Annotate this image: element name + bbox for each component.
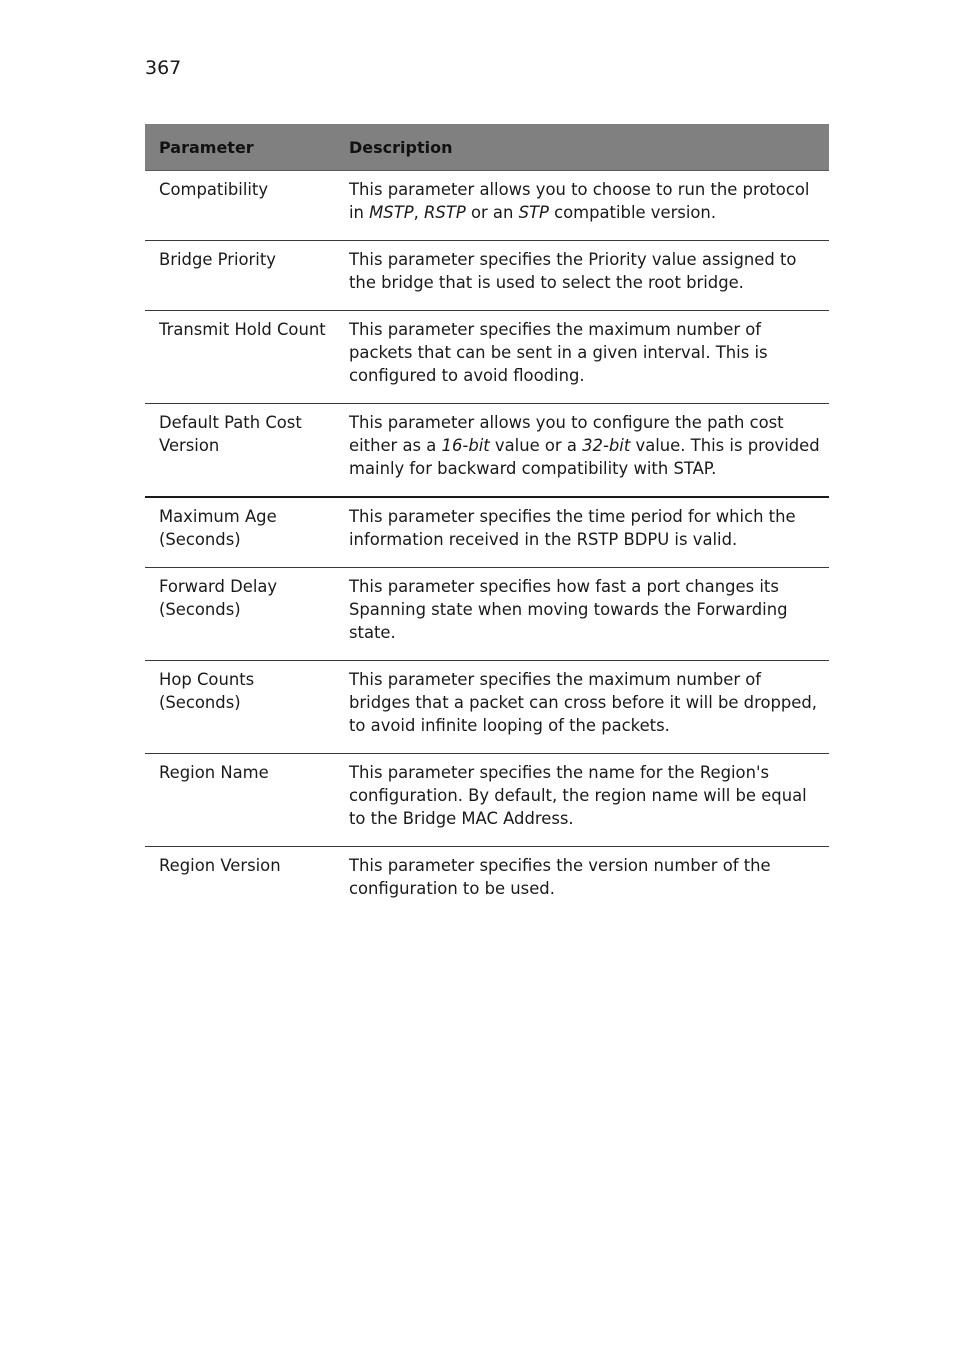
desc-italic: 16-bit bbox=[441, 436, 490, 455]
desc-text: value. This is provided mainly for backward compatibility with STAP. bbox=[349, 436, 820, 478]
table-row bbox=[145, 311, 829, 404]
table-row bbox=[145, 241, 829, 311]
param-description: This parameter specifies the Priority value assigned to the bridge that is used to select the root bridge. bbox=[335, 241, 829, 311]
param-description: This parameter specifies the version number of the configuration to be used. bbox=[349, 856, 771, 898]
param-description: This parameter specifies how fast a port changes its Spanning state when moving towards the Forwarding state. bbox=[335, 568, 829, 661]
table-row bbox=[145, 404, 829, 498]
desc-text: , bbox=[413, 203, 425, 222]
param-name: Bridge Priority bbox=[145, 241, 335, 311]
table-row bbox=[145, 847, 829, 917]
desc-italic: RSTP bbox=[424, 203, 466, 222]
param-name: Default Path Cost Version bbox=[145, 404, 335, 498]
desc-text: This parameter allows you to configure the path cost either as a bbox=[349, 413, 784, 455]
parameter-table bbox=[145, 124, 829, 916]
desc-italic: 32-bit bbox=[582, 436, 631, 455]
desc-italic: STP bbox=[518, 203, 549, 222]
table-row bbox=[145, 497, 829, 568]
desc-italic: MSTP bbox=[369, 203, 414, 222]
param-name: Region Version bbox=[159, 856, 281, 875]
param-description bbox=[335, 171, 829, 241]
param-name: Region Name bbox=[145, 754, 335, 847]
header-parameter: Parameter bbox=[145, 124, 335, 171]
table-row bbox=[145, 754, 829, 847]
param-description: This parameter specifies the time period for which the information received in the RSTP BDPU is valid. bbox=[335, 497, 829, 568]
desc-text: compatible version. bbox=[548, 203, 717, 222]
table-header-row bbox=[145, 124, 829, 171]
desc-text: This parameter allows you to choose to run the protocol in bbox=[349, 180, 810, 222]
param-name: Transmit Hold Count bbox=[145, 311, 335, 404]
param-description: This parameter specifies the maximum number of bridges that a packet can cross before it will be dropped, to avoid infinite looping of the packets. bbox=[335, 661, 829, 754]
param-name: Maximum Age (Seconds) bbox=[145, 497, 335, 568]
page-number: 367 bbox=[145, 57, 182, 79]
table-row bbox=[145, 171, 829, 241]
param-description: This parameter specifies the maximum number of packets that can be sent in a given interval. This is configured to avoid flooding. bbox=[335, 311, 829, 404]
header-description: Description bbox=[335, 124, 829, 171]
table-row bbox=[145, 568, 829, 661]
param-name: Forward Delay (Seconds) bbox=[145, 568, 335, 661]
desc-text: or an bbox=[465, 203, 519, 222]
param-description bbox=[335, 404, 829, 498]
desc-text: value or a bbox=[489, 436, 583, 455]
param-name: Compatibility bbox=[145, 171, 335, 241]
table-row bbox=[145, 661, 829, 754]
param-name: Hop Counts (Seconds) bbox=[145, 661, 335, 754]
param-description: This parameter specifies the name for the Region's configuration. By default, the region name will be equal to the Bridge MAC Address. bbox=[335, 754, 829, 847]
